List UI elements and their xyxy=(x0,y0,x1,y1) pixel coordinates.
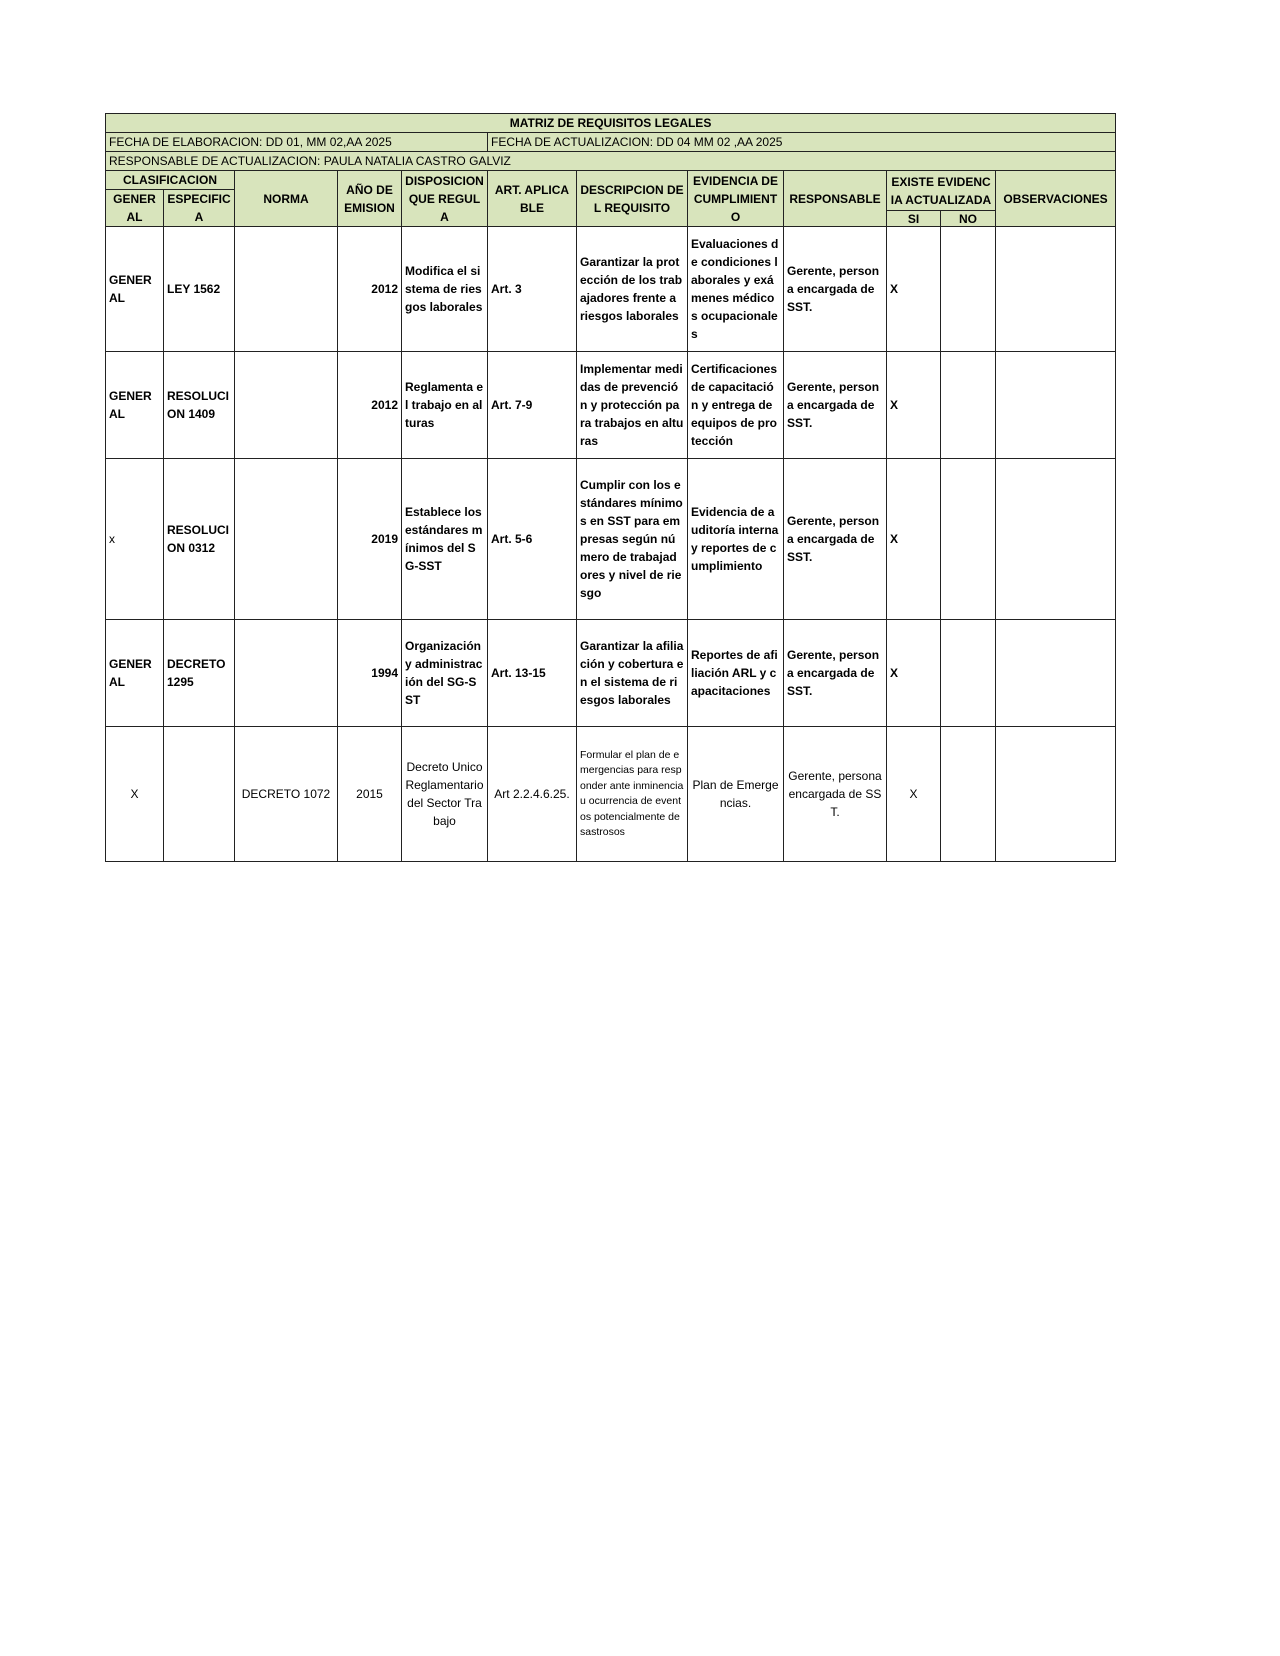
header-existe-evidencia: EXISTE EVIDENCIA ACTUALIZADA xyxy=(887,171,996,211)
header-descripcion: DESCRIPCION DEL REQUISITO xyxy=(577,171,688,227)
cell-norma xyxy=(235,620,338,727)
cell-observaciones xyxy=(996,620,1116,727)
cell-descripcion: Garantizar la afiliación y cobertura en el sistema de riesgos laborales xyxy=(577,620,688,727)
column-header-row-1 xyxy=(106,171,1116,190)
cell-responsable: Gerente, persona encargada de SST. xyxy=(784,620,887,727)
cell-especifica xyxy=(164,727,235,862)
cell-observaciones xyxy=(996,727,1116,862)
cell-evidencia: Plan de Emergencias. xyxy=(688,727,784,862)
cell-articulo: Art 2.2.4.6.25. xyxy=(488,727,577,862)
cell-observaciones xyxy=(996,227,1116,352)
cell-especifica: RESOLUCION 1409 xyxy=(164,352,235,459)
cell-articulo: Art. 5-6 xyxy=(488,459,577,620)
cell-no xyxy=(941,352,996,459)
header-no: NO xyxy=(941,211,996,227)
cell-norma xyxy=(235,352,338,459)
responsable-actualizacion: RESPONSABLE DE ACTUALIZACION: PAULA NATALIA CASTRO GALVIZ xyxy=(106,152,1116,171)
table-row xyxy=(106,227,1116,352)
cell-anio: 2012 xyxy=(338,352,402,459)
cell-evidencia: Certificaciones de capacitación y entrega de equipos de protección xyxy=(688,352,784,459)
cell-disposicion: Decreto Unico Reglamentario del Sector Trabajo xyxy=(402,727,488,862)
cell-articulo: Art. 13-15 xyxy=(488,620,577,727)
cell-evidencia: Evidencia de auditoría interna y reportes de cumplimiento xyxy=(688,459,784,620)
cell-no xyxy=(941,227,996,352)
header-norma: NORMA xyxy=(235,171,338,227)
header-evidencia: EVIDENCIA DE CUMPLIMIENTO xyxy=(688,171,784,227)
cell-responsable: Gerente, persona encargada de SST. xyxy=(784,352,887,459)
cell-anio: 2015 xyxy=(338,727,402,862)
cell-descripcion: Implementar medidas de prevención y protección para trabajos en alturas xyxy=(577,352,688,459)
table-row xyxy=(106,459,1116,620)
cell-general: GENERAL xyxy=(106,352,164,459)
header-disposicion: DISPOSICION QUE REGULA xyxy=(402,171,488,227)
cell-general: GENERAL xyxy=(106,620,164,727)
page-title: MATRIZ DE REQUISITOS LEGALES xyxy=(106,114,1116,133)
fecha-actualizacion: FECHA DE ACTUALIZACION: DD 04 MM 02 ,AA 2025 xyxy=(488,133,1116,152)
cell-anio: 2012 xyxy=(338,227,402,352)
cell-especifica: DECRETO 1295 xyxy=(164,620,235,727)
header-si: SI xyxy=(887,211,941,227)
cell-evidencia: Reportes de afiliación ARL y capacitaciones xyxy=(688,620,784,727)
cell-si: X xyxy=(887,352,941,459)
fecha-elaboracion: FECHA DE ELABORACION: DD 01, MM 02,AA 2025 xyxy=(106,133,488,152)
cell-especifica: RESOLUCION 0312 xyxy=(164,459,235,620)
header-general: GENERAL xyxy=(106,190,164,227)
cell-general: x xyxy=(106,459,164,620)
cell-responsable: Gerente, persona encargada de SST. xyxy=(784,459,887,620)
cell-observaciones xyxy=(996,459,1116,620)
legal-requirements-sheet xyxy=(105,113,1115,862)
cell-disposicion: Reglamenta el trabajo en alturas xyxy=(402,352,488,459)
cell-no xyxy=(941,727,996,862)
cell-disposicion: Modifica el sistema de riesgos laborales xyxy=(402,227,488,352)
header-articulo: ART. APLICABLE xyxy=(488,171,577,227)
cell-disposicion: Organización y administración del SG-SST xyxy=(402,620,488,727)
cell-responsable: Gerente, persona encargada de SST. xyxy=(784,727,887,862)
cell-especifica: LEY 1562 xyxy=(164,227,235,352)
cell-anio: 2019 xyxy=(338,459,402,620)
cell-si: X xyxy=(887,459,941,620)
cell-descripcion: Garantizar la protección de los trabajadores frente a riesgos laborales xyxy=(577,227,688,352)
cell-descripcion: Cumplir con los estándares mínimos en SST para empresas según número de trabajadores y nivel de riesgo xyxy=(577,459,688,620)
header-especifica: ESPECIFICA xyxy=(164,190,235,227)
cell-disposicion: Establece los estándares mínimos del SG-SST xyxy=(402,459,488,620)
cell-descripcion: Formular el plan de emergencias para responder ante inminencia u ocurrencia de eventos potencialmente desastrosos xyxy=(577,727,688,862)
cell-si: X xyxy=(887,727,941,862)
cell-articulo: Art. 7-9 xyxy=(488,352,577,459)
title-row xyxy=(106,114,1116,133)
header-anio: AÑO DE EMISION xyxy=(338,171,402,227)
cell-evidencia: Evaluaciones de condiciones laborales y exámenes médicos ocupacionales xyxy=(688,227,784,352)
cell-observaciones xyxy=(996,352,1116,459)
responsable-row xyxy=(106,152,1116,171)
header-observaciones: OBSERVACIONES xyxy=(996,171,1116,227)
cell-general: GENERAL xyxy=(106,227,164,352)
cell-anio: 1994 xyxy=(338,620,402,727)
header-responsable: RESPONSABLE xyxy=(784,171,887,227)
cell-si: X xyxy=(887,620,941,727)
cell-no xyxy=(941,620,996,727)
cell-norma: DECRETO 1072 xyxy=(235,727,338,862)
table-row xyxy=(106,352,1116,459)
cell-responsable: Gerente, persona encargada de SST. xyxy=(784,227,887,352)
header-clasificacion: CLASIFICACION xyxy=(106,171,235,190)
cell-norma xyxy=(235,227,338,352)
table-row xyxy=(106,620,1116,727)
cell-no xyxy=(941,459,996,620)
cell-si: X xyxy=(887,227,941,352)
cell-norma xyxy=(235,459,338,620)
cell-articulo: Art. 3 xyxy=(488,227,577,352)
dates-row xyxy=(106,133,1116,152)
table-row xyxy=(106,727,1116,862)
cell-general: X xyxy=(106,727,164,862)
legal-requirements-table xyxy=(105,113,1116,862)
